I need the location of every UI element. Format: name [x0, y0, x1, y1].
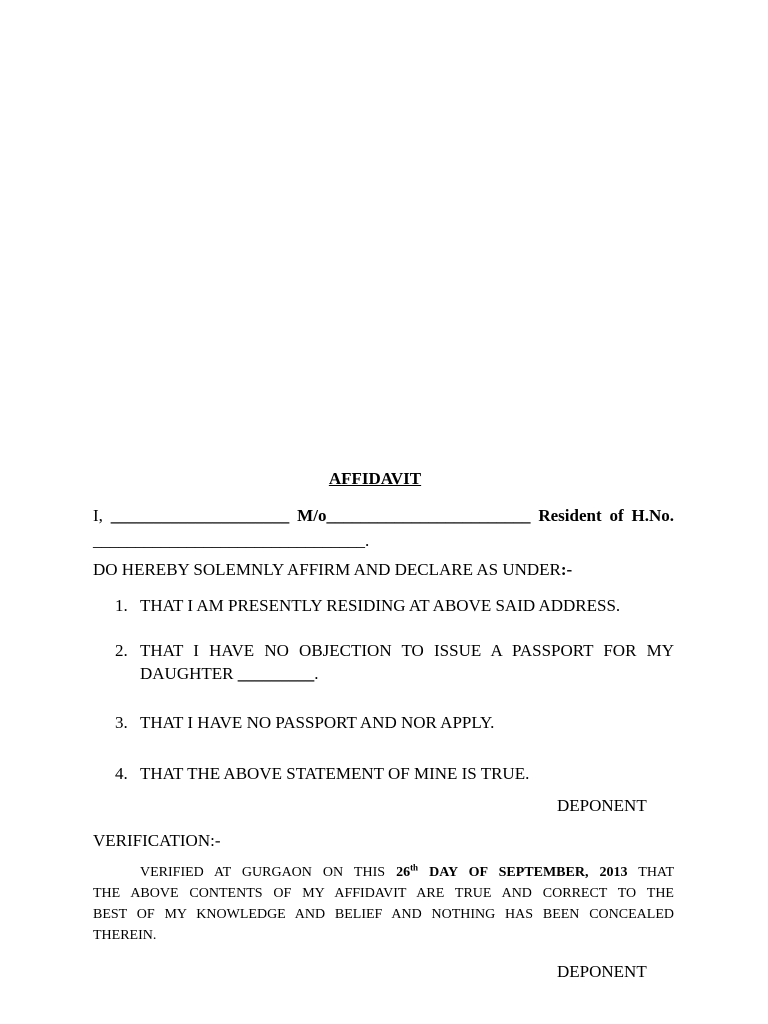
list-item-line-2: [140, 664, 319, 683]
list-item-number: 4.: [115, 764, 128, 783]
list-item: [115, 762, 674, 785]
verification-line-2: THE ABOVE CONTENTS OF MY AFFIDAVIT ARE TRUE AND CORRECT TO THE: [93, 886, 674, 901]
list-item-text: THAT I AM PRESENTLY RESIDING AT ABOVE SAID ADDRESS.: [140, 596, 621, 615]
deponent-label: DEPONENT: [557, 796, 647, 815]
list-item-text: THAT I HAVE NO PASSPORT AND NOR APPLY.: [140, 713, 495, 732]
deponent-label-2: DEPONENT: [557, 962, 647, 981]
declaration-suffix: :-: [560, 560, 573, 579]
name-blank: _____________________: [110, 506, 290, 525]
verification-day: [396, 862, 628, 880]
verification-line-1: [93, 862, 674, 883]
address-blank: ________________________________.: [93, 531, 370, 550]
verification-date: DAY OF SEPTEMBER, 2013: [429, 865, 628, 880]
list-item-number: 1.: [115, 596, 128, 615]
day-suffix: th: [410, 862, 419, 873]
verification-body: [93, 862, 674, 946]
verification-title: VERIFICATION:-: [93, 831, 221, 850]
daughter-name-blank: _________: [237, 664, 315, 683]
declaration-heading: [93, 560, 572, 580]
daughter-label: DAUGHTER: [140, 664, 238, 683]
list-item: [115, 711, 674, 734]
intro-prefix: I,: [93, 506, 103, 525]
document-title: AFFIDAVIT: [328, 469, 422, 488]
declaration-text: DO HEREBY SOLEMNLY AFFIRM AND DECLARE AS UNDER: [93, 560, 561, 579]
verification-text-c: THAT: [638, 865, 675, 880]
list-item: [115, 639, 674, 685]
list-item-number: 3.: [115, 713, 128, 732]
list-item-text: [140, 639, 674, 685]
list-item-text: THAT THE ABOVE STATEMENT OF MINE IS TRUE.: [140, 764, 530, 783]
verification-line-3: BEST OF MY KNOWLEDGE AND BELIEF AND NOTHING HAS BEEN CONCEALED: [93, 907, 674, 922]
resident-label: Resident of H.No.: [538, 506, 675, 525]
verification-line-4: THEREIN.: [93, 928, 157, 943]
day-number: 26: [396, 865, 411, 880]
period: .: [314, 664, 319, 683]
list-item-line-1: THAT I HAVE NO OBJECTION TO ISSUE A PASSPORT FOR MY: [140, 641, 674, 660]
verification-text-a: VERIFIED AT GURGAON ON THIS: [140, 865, 386, 880]
intro-line-1: [93, 503, 674, 528]
mother-of-field: M/o________________________: [297, 506, 531, 525]
list-item-number: 2.: [115, 641, 128, 660]
list-item: [115, 594, 674, 617]
intro-line-2: [93, 528, 674, 553]
